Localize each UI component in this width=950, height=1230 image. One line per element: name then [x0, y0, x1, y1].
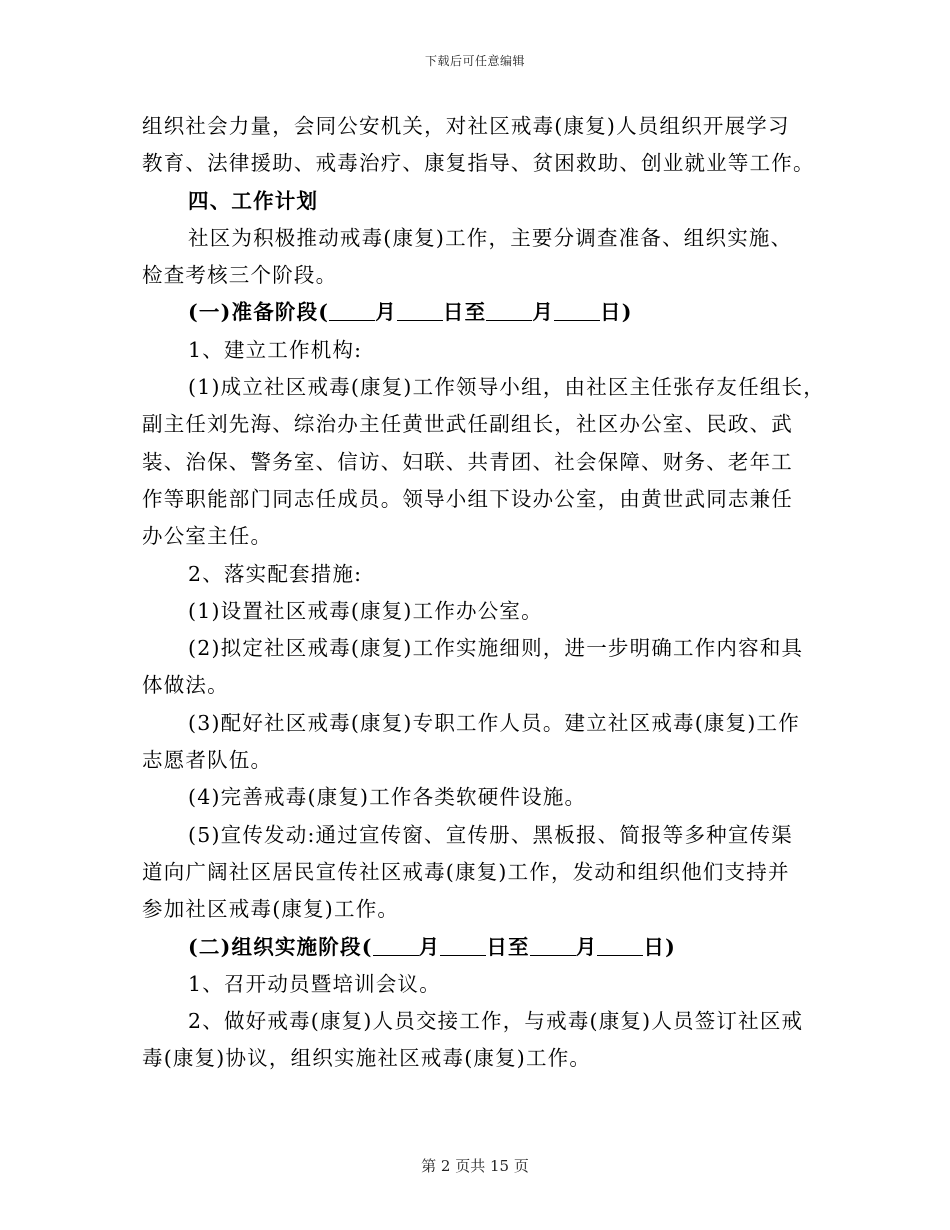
section-heading: 四、工作计划	[188, 188, 319, 213]
page-header: 下载后可任意编辑	[424, 54, 525, 68]
paragraph-line: 社区为积极推动戒毒(康复)工作，主要分调查准备、组织实施、	[188, 225, 793, 250]
paragraph-line: 组织社会力量，会同公安机关，对社区戒毒(康复)人员组织开展学习	[142, 114, 790, 138]
paragraph-line: 副主任刘先海、综治办主任黄世武任副组长，社区办公室、民政、武	[142, 412, 793, 437]
date-blank	[397, 300, 443, 321]
paragraph-line: 1、建立工作机构:	[188, 337, 363, 362]
date-blank	[329, 300, 375, 321]
paragraph-line: (1)成立社区戒毒(康复)工作领导小组，由社区主任张存友任组长，	[188, 375, 825, 400]
paragraph-line: 2、做好戒毒(康复)人员交接工作，与戒毒(康复)人员签订社区戒	[188, 1009, 804, 1034]
paragraph-line: (5)宣传发动:通过宣传窗、宣传册、黑板报、简报等多种宣传渠	[188, 822, 793, 847]
paragraph-line: 体做法。	[142, 673, 229, 698]
stage-heading-prefix: (一)准备阶段(	[188, 300, 330, 325]
month-label: 月	[418, 934, 441, 959]
date-blank	[597, 935, 643, 956]
paragraph-line: 装、治保、警务室、信访、妇联、共青团、社会保障、财务、老年工	[142, 449, 793, 474]
month-label: 月	[575, 934, 598, 959]
paragraph-line: 作等职能部门同志任成员。领导小组下设办公室，由黄世武同志兼任	[142, 486, 793, 511]
paragraph-line: 1、召开动员暨培训会议。	[188, 971, 441, 996]
paragraph-line: (1)设置社区戒毒(康复)工作办公室。	[188, 598, 543, 623]
stage-heading-prefix: (二)组织实施阶段(	[188, 934, 373, 959]
document-body	[142, 108, 825, 1078]
day-end-label: 日)	[643, 934, 677, 959]
paragraph-line: 志愿者队伍。	[142, 748, 273, 773]
paragraph-line: 检查考核三个阶段。	[142, 263, 338, 288]
paragraph-line: 教育、法律援助、戒毒治疗、康复指导、贫困救助、创业就业等工作。	[142, 151, 815, 176]
date-blank	[486, 300, 532, 321]
date-blank	[554, 300, 600, 321]
month-label: 月	[532, 300, 555, 325]
paragraph-line: 参加社区戒毒(康复)工作。	[142, 897, 400, 922]
paragraph-line: 办公室主任。	[142, 524, 273, 549]
paragraph-line: 2、落实配套措施:	[188, 561, 363, 586]
paragraph-line: 毒(康复)协议，组织实施社区戒毒(康复)工作。	[142, 1046, 592, 1071]
stage-heading-implementation	[142, 929, 812, 966]
day-end-label: 日)	[600, 300, 633, 325]
page-footer: 第 2 页共 15 页	[421, 1157, 529, 1175]
day-to-label: 日至	[442, 300, 487, 325]
paragraph-line: (2)拟定社区戒毒(康复)工作实施细则，进一步明确工作内容和具	[188, 636, 804, 661]
date-blank	[440, 935, 486, 956]
paragraph-line: (4)完善戒毒(康复)工作各类软硬件设施。	[188, 785, 587, 810]
paragraph-line: (3)配好社区戒毒(康复)专职工作人员。建立社区戒毒(康复)工作	[188, 710, 800, 735]
date-blank	[530, 935, 576, 956]
day-to-label: 日至	[486, 934, 530, 959]
paragraph-line: 道向广阔社区居民宣传社区戒毒(康复)工作，发动和组织他们支持并	[142, 859, 790, 884]
stage-heading-preparation	[142, 294, 812, 331]
date-blank	[373, 935, 419, 956]
month-label: 月	[375, 300, 397, 325]
